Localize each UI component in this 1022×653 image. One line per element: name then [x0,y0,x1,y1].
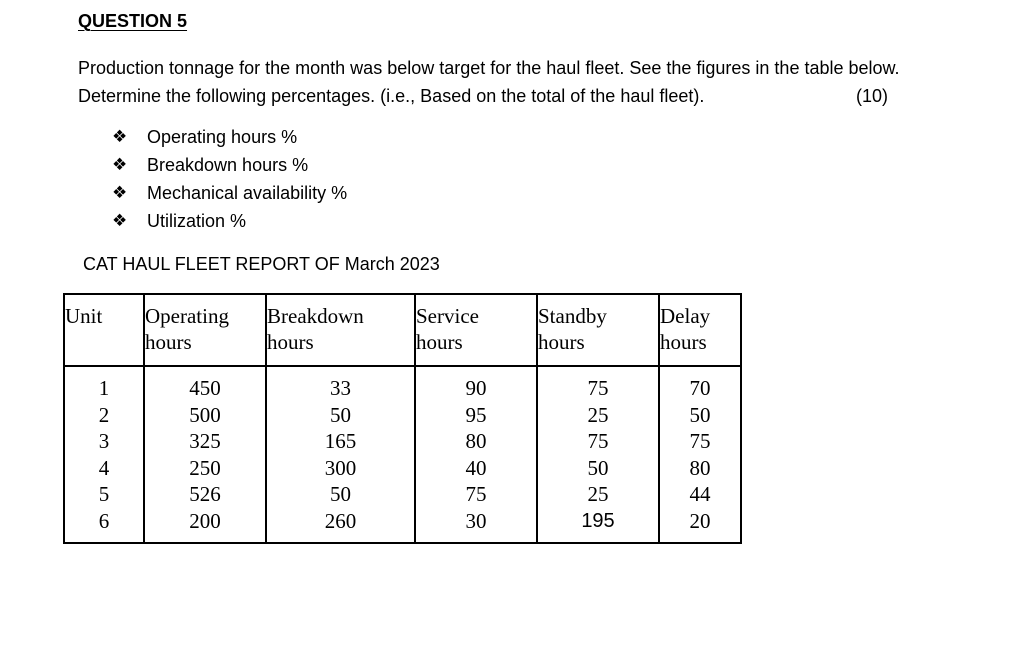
cell-delay: 44 [659,481,741,508]
cell-delay: 50 [659,402,741,429]
table-header-row [64,294,741,366]
cell-service: 80 [415,428,537,455]
table-row [64,455,741,482]
column-header-unit: Unit [64,294,144,366]
table-row [64,428,741,455]
cell-unit: 6 [64,508,144,544]
list-item [112,207,347,235]
fleet-table [63,293,742,544]
bullet-label: Utilization % [147,211,247,231]
cell-service: 90 [415,366,537,402]
table-row [64,402,741,429]
cell-service: 75 [415,481,537,508]
cell-unit: 4 [64,455,144,482]
diamond-bullet-icon: ❖ [112,183,128,202]
table-row [64,481,741,508]
bullet-list [112,123,347,235]
cell-standby: 195 [537,508,659,544]
cell-operating: 250 [144,455,266,482]
column-header-service: Service hours [415,294,537,366]
cell-delay: 20 [659,508,741,544]
cell-unit: 2 [64,402,144,429]
table-row [64,508,741,544]
bullet-label: Operating hours % [147,127,298,147]
cell-standby: 50 [537,455,659,482]
cell-unit: 3 [64,428,144,455]
diamond-bullet-icon: ❖ [112,211,128,230]
list-item [112,179,347,207]
cell-breakdown: 300 [266,455,415,482]
cell-standby: 25 [537,481,659,508]
cell-standby: 75 [537,366,659,402]
table-row [64,366,741,402]
cell-standby: 25 [537,402,659,429]
diamond-bullet-icon: ❖ [112,155,128,174]
question-text: Production tonnage for the month was below target for the haul fleet. See the figures in the table below. Determine the following percentages. (i.e., Based on the total of the haul fleet). [78,58,900,106]
cell-delay: 80 [659,455,741,482]
cell-service: 30 [415,508,537,544]
cell-breakdown: 50 [266,481,415,508]
list-item [112,151,347,179]
report-title: CAT HAUL FLEET REPORT OF March 2023 [83,254,440,274]
cell-breakdown: 165 [266,428,415,455]
cell-delay: 75 [659,428,741,455]
cell-operating: 450 [144,366,266,402]
cell-breakdown: 50 [266,402,415,429]
column-header-operating: Operating hours [144,294,266,366]
list-item [112,123,347,151]
cell-breakdown: 33 [266,366,415,402]
cell-unit: 1 [64,366,144,402]
cell-operating: 526 [144,481,266,508]
cell-operating: 500 [144,402,266,429]
cell-delay: 70 [659,366,741,402]
cell-standby: 75 [537,428,659,455]
cell-operating: 325 [144,428,266,455]
question-heading: QUESTION 5 [78,11,188,31]
column-header-standby: Standby hours [537,294,659,366]
column-header-breakdown: Breakdown hours [266,294,415,366]
cell-operating: 200 [144,508,266,544]
diamond-bullet-icon: ❖ [112,127,128,146]
question-marks: (10) [856,86,889,106]
bullet-label: Breakdown hours % [147,155,309,175]
cell-service: 95 [415,402,537,429]
bullet-label: Mechanical availability % [147,183,348,203]
column-header-delay: Delay hours [659,294,741,366]
cell-breakdown: 260 [266,508,415,544]
cell-unit: 5 [64,481,144,508]
cell-service: 40 [415,455,537,482]
